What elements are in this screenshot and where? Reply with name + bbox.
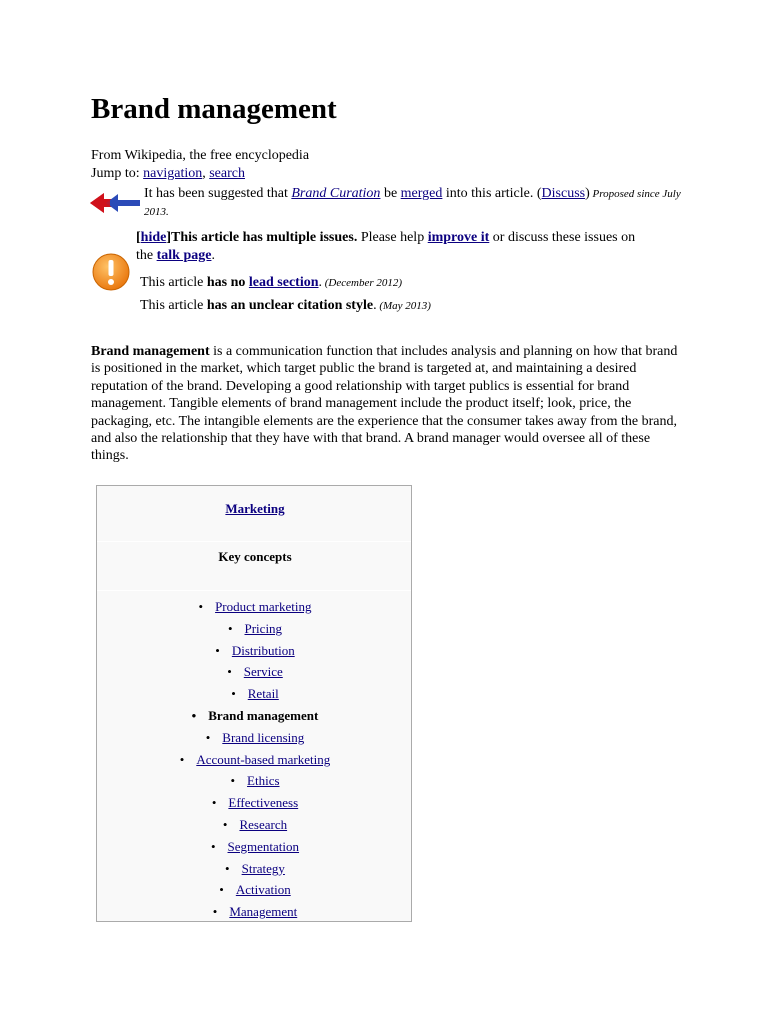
infobox-item-link[interactable]: Service xyxy=(243,664,283,680)
jump-to-links xyxy=(91,165,245,183)
issue2-bold: has an unclear citation style xyxy=(206,298,374,313)
infobox-item-link[interactable]: Product marketing xyxy=(215,599,312,614)
issue1-end: . xyxy=(318,275,323,290)
infobox-item-link[interactable]: Strategy xyxy=(241,860,285,876)
jump-search-link[interactable]: search xyxy=(209,166,245,181)
bullet-icon: • xyxy=(222,816,228,832)
jump-prefix: Jump to: xyxy=(91,166,144,181)
list-item xyxy=(97,749,413,771)
issue2-pre: This article xyxy=(140,298,207,313)
improve-it-link[interactable]: improve it xyxy=(427,230,490,245)
bullet-icon: • xyxy=(219,882,224,898)
discuss-link[interactable]: Discuss xyxy=(541,186,586,201)
issues-heading: This article has multiple issues. xyxy=(171,230,358,245)
issues-help-pre: Please help xyxy=(357,230,428,245)
marketing-infobox xyxy=(96,485,412,922)
issue1-pre: This article xyxy=(140,275,207,290)
infobox-divider xyxy=(97,590,411,591)
issue-citation-style xyxy=(140,297,431,315)
bullet-icon: • xyxy=(179,751,185,767)
merge-arrows-icon xyxy=(90,191,142,215)
infobox-subtitle: Key concepts xyxy=(218,549,292,564)
list-item xyxy=(97,901,413,923)
bullet-icon: • xyxy=(227,620,233,636)
bullet-icon: • xyxy=(231,686,236,702)
list-item xyxy=(97,814,413,836)
list-item xyxy=(97,792,413,814)
warning-icon xyxy=(92,253,130,291)
list-item xyxy=(97,705,413,727)
bullet-icon: • xyxy=(215,642,220,658)
infobox-item-link[interactable]: Ethics xyxy=(247,773,280,789)
issue2-end: . xyxy=(373,298,377,313)
infobox-item-link[interactable]: Effectiveness xyxy=(228,795,299,811)
site-subtitle: From Wikipedia, the free encyclopedia xyxy=(91,148,310,163)
multiple-issues-notice xyxy=(136,229,636,265)
merge-notice-close: ) xyxy=(585,186,590,201)
lead-text: is a communication function that includes analysis and planning on how that brand is positioned in the market, which target public the brand is targeted at, and maintaining a desired reputation of the brand. Developing a good relationship with target publics is essential for brand management. Tangible elements of brand management include the product itself; look, price, the packaging, etc. The intangible elements are the experience that the consumer takes away from the brand, and also the relationship that they have with that brand. A brand manager would oversee all of these things. xyxy=(91,344,678,464)
infobox-divider xyxy=(97,541,411,542)
hide-bracket-close: ] xyxy=(166,230,172,245)
lead-paragraph xyxy=(91,343,681,465)
bullet-icon: • xyxy=(211,795,217,811)
bullet-icon: • xyxy=(191,707,197,723)
infobox-item-link[interactable]: Segmentation xyxy=(227,838,300,854)
infobox-item-link[interactable]: Management xyxy=(229,904,298,920)
issue1-bold: has no xyxy=(206,275,249,290)
jump-navigation-link[interactable]: navigation xyxy=(143,166,203,181)
merge-notice-pre: It has been suggested that xyxy=(144,186,292,201)
lead-bold-term: Brand management xyxy=(91,344,210,359)
list-item xyxy=(97,836,413,858)
issues-help-mid: or discuss these issues on the xyxy=(136,230,636,263)
list-item xyxy=(97,727,413,749)
list-item xyxy=(97,879,413,901)
infobox-item-link[interactable]: Research xyxy=(239,816,288,832)
merge-notice xyxy=(144,185,704,221)
talk-page-link[interactable]: talk page xyxy=(156,248,212,263)
infobox-title-link[interactable]: Marketing xyxy=(225,501,285,516)
bullet-icon: • xyxy=(227,664,232,680)
page-title: Brand management xyxy=(91,93,337,125)
bullet-icon: • xyxy=(205,729,211,745)
infobox-item-link[interactable]: Activation xyxy=(235,882,291,898)
merge-notice-post: into this article. ( xyxy=(442,186,542,201)
lead-section-link[interactable]: lead section xyxy=(248,275,319,290)
infobox-item-current: Brand management xyxy=(208,707,319,723)
bullet-icon: • xyxy=(230,773,236,789)
issue-no-lead xyxy=(140,274,402,292)
infobox-list xyxy=(97,596,413,923)
bullet-icon: • xyxy=(212,904,218,920)
list-item xyxy=(97,683,413,705)
infobox-item-link[interactable]: Pricing xyxy=(244,620,283,636)
hide-link[interactable]: hide xyxy=(140,230,167,245)
proposed-date: Proposed since July 2013. xyxy=(144,188,681,218)
issue1-date: (December 2012) xyxy=(322,277,403,289)
merge-target-link[interactable]: Brand Curation xyxy=(291,186,381,201)
hide-bracket-open: [ xyxy=(136,230,141,245)
list-item xyxy=(97,661,413,683)
list-item xyxy=(97,640,413,662)
issue2-date: (May 2013) xyxy=(376,300,431,312)
list-item xyxy=(97,770,413,792)
merged-link[interactable]: merged xyxy=(400,186,443,201)
bullet-icon: • xyxy=(198,599,204,614)
infobox-item-link[interactable]: Retail xyxy=(247,686,279,702)
infobox-item-link[interactable]: Account-based marketing xyxy=(196,751,331,767)
list-item xyxy=(97,596,413,618)
list-item xyxy=(97,858,413,880)
infobox-title-row xyxy=(97,501,413,517)
jump-separator: , xyxy=(202,166,210,181)
infobox-item-link[interactable]: Distribution xyxy=(231,642,295,658)
bullet-icon: • xyxy=(210,838,216,854)
list-item xyxy=(97,618,413,640)
bullet-icon: • xyxy=(225,860,230,876)
issues-help-end: . xyxy=(211,248,215,263)
merge-notice-mid: be xyxy=(380,186,401,201)
infobox-item-link[interactable]: Brand licensing xyxy=(222,729,305,745)
